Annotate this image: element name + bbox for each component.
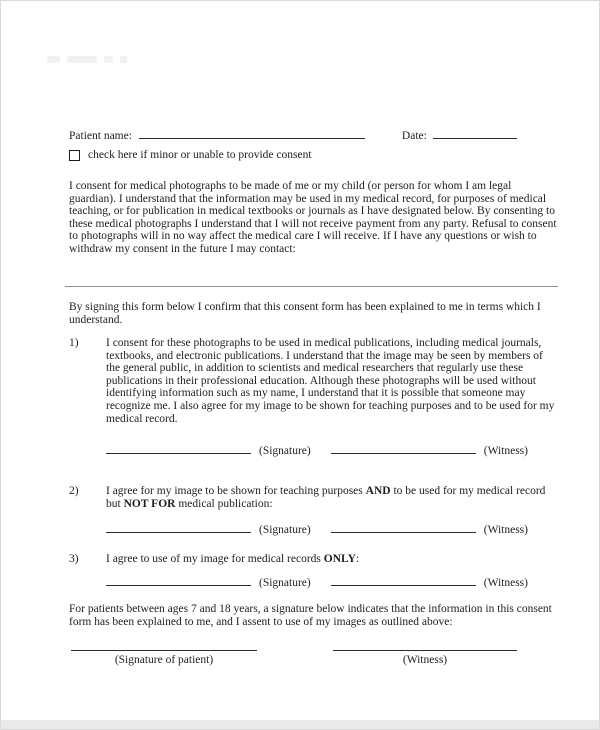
patient-signature-block: [71, 645, 257, 667]
item-text: I agree to use of my image for medical records ONLY:: [106, 553, 360, 565]
patient-signature-label: (Signature of patient): [114, 654, 214, 666]
witness-input-line[interactable]: [331, 522, 476, 533]
witness-input-line[interactable]: [331, 443, 476, 454]
signature-row-3: [106, 575, 528, 590]
item-number: 3): [69, 553, 79, 565]
witness-signature-block: [333, 645, 517, 667]
bottom-witness-input-line[interactable]: [333, 645, 517, 651]
minor-consent-checkbox-label: check here if minor or unable to provide consent: [88, 149, 312, 161]
item-text: I agree for my image to be shown for teaching purposes AND to be used for my medical record but NOT FOR medical publication:: [106, 485, 546, 510]
consent-option-3: [69, 553, 559, 566]
signature-input-line[interactable]: [106, 522, 251, 533]
witness-label: (Witness): [483, 577, 528, 589]
intro-paragraph: I consent for medical photographs to be made of me or my child (or person for whom I am legal guardian). I understand that the information may be used in my medical record, for purposes of medical teaching, or for publication in medical textbooks or journals as I have designated below. By consenting to these medical photographs I understand that I will not receive payment from any party. Refusal to consent to photographs will in no way affect the medical care I will receive. If I have any questions or wish to withdraw my consent in the future I may contact:: [69, 180, 557, 255]
bottom-witness-label: (Witness): [402, 654, 448, 666]
item-number: 1): [69, 337, 79, 349]
witness-input-line[interactable]: [331, 575, 476, 586]
scan-edge-strip: [1, 720, 599, 729]
patient-name-label: Patient name:: [69, 130, 132, 142]
witness-label: (Witness): [483, 445, 528, 457]
item-number: 2): [69, 485, 79, 497]
contact-info-input-line[interactable]: [65, 277, 558, 287]
signature-row-2: [106, 522, 528, 537]
faint-watermark: [47, 56, 127, 63]
minor-assent-paragraph: For patients between ages 7 and 18 years, a signature below indicates that the information in this consent form has been explained to me, and I assent to use of my images as outlined above:: [69, 603, 552, 628]
signature-label: (Signature): [259, 524, 311, 536]
patient-signature-input-line[interactable]: [71, 645, 257, 651]
consent-option-2: [69, 485, 559, 510]
signature-label: (Signature): [259, 577, 311, 589]
date-label: Date:: [401, 130, 427, 142]
signature-row-1: [106, 443, 528, 458]
confirmation-paragraph: By signing this form below I confirm that this consent form has been explained to me in terms which I understand.: [69, 301, 541, 326]
minor-consent-checkbox[interactable]: [69, 150, 80, 161]
patient-name-input-line[interactable]: [139, 128, 365, 139]
witness-label: (Witness): [483, 524, 528, 536]
signature-label: (Signature): [259, 445, 311, 457]
consent-option-1: [69, 337, 559, 425]
signature-input-line[interactable]: [106, 443, 251, 454]
minor-consent-checkbox-row: [69, 149, 312, 162]
signature-input-line[interactable]: [106, 575, 251, 586]
patient-name-date-row: [69, 128, 517, 143]
date-input-line[interactable]: [433, 128, 517, 139]
item-text: I consent for these photographs to be used in medical publications, including medical journals, textbooks, and electronic publications. I understand that the image may be seen by members of the general public, in addition to scientists and medical researchers that regularly use these publications in their professional education. Although these photographs will be used without identifying information such as my name, I understand that it is possible that someone may recognize me. I also agree for my image to be shown for teaching purposes and to be used for my medical record.: [106, 337, 555, 425]
